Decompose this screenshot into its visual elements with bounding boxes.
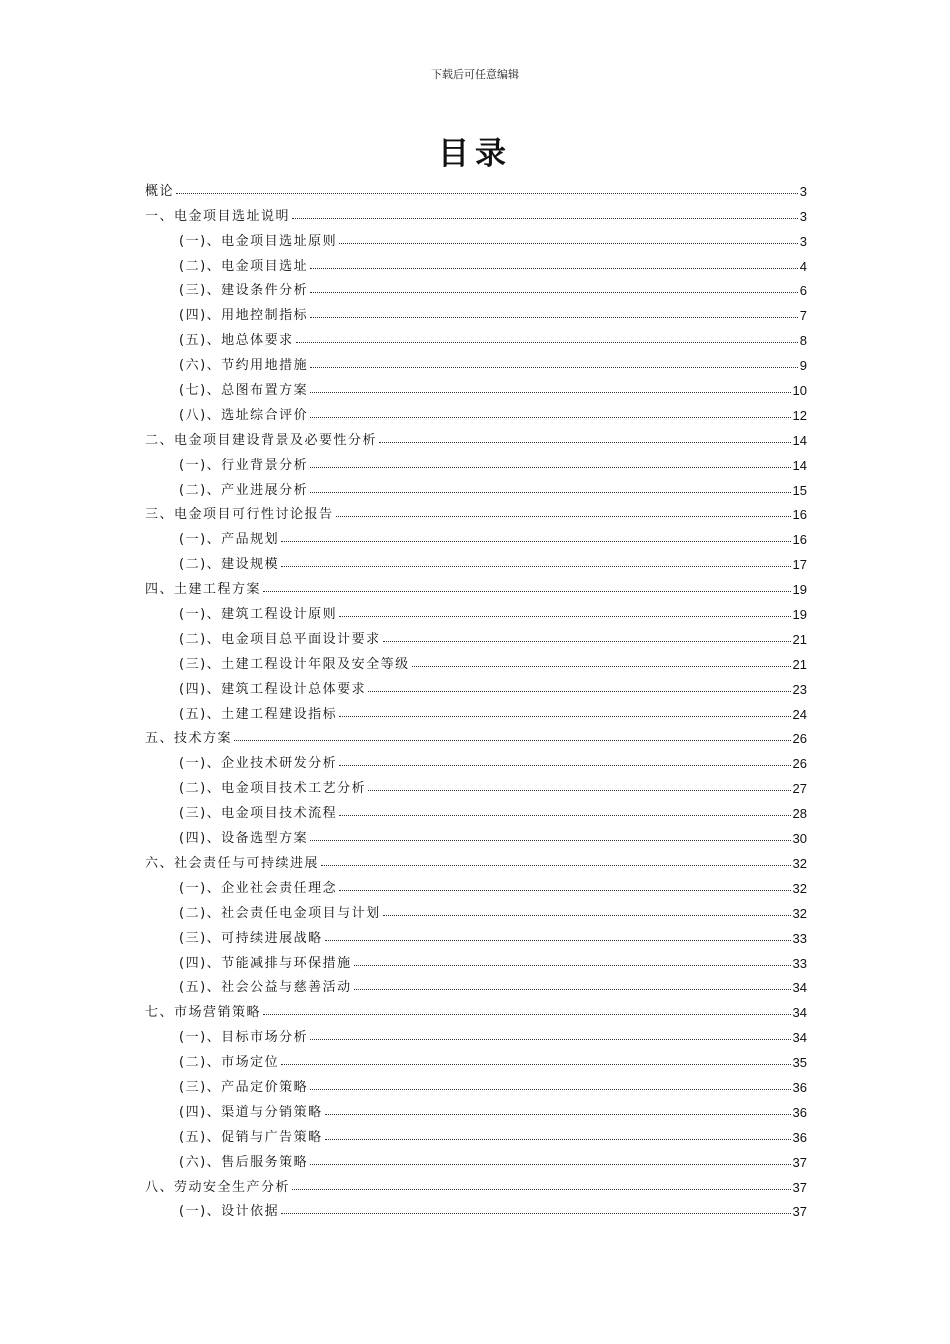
toc-entry-page: 32	[792, 880, 807, 896]
toc-entry-page: 35	[792, 1055, 807, 1071]
toc-entry-label: (二)、建设规模	[179, 557, 280, 573]
toc-entry-page: 26	[792, 756, 807, 772]
toc-entry-page: 34	[792, 1005, 807, 1021]
toc-entry-label: (三)、建设条件分析	[179, 283, 309, 299]
toc-dot-leader	[325, 1139, 791, 1140]
toc-entry[interactable]	[145, 672, 807, 697]
toc-entry[interactable]	[145, 274, 807, 299]
toc-entry-label: (二)、电金项目总平面设计要求	[179, 631, 381, 647]
toc-entry-label: (一)、行业背景分析	[179, 457, 309, 473]
toc-entry[interactable]	[145, 323, 807, 348]
toc-entry[interactable]	[145, 871, 807, 896]
toc-entry[interactable]	[145, 597, 807, 622]
toc-dot-leader	[263, 591, 791, 592]
toc-entry-page: 33	[792, 930, 807, 946]
toc-dot-leader	[310, 292, 798, 293]
toc-entry-page: 6	[799, 283, 807, 299]
toc-dot-leader	[281, 1213, 790, 1214]
toc-entry[interactable]	[145, 572, 807, 597]
toc-entry-label: (四)、渠道与分销策略	[179, 1104, 323, 1120]
toc-dot-leader	[281, 566, 790, 567]
toc-entry-page: 28	[792, 806, 807, 822]
toc-entry-label: (六)、售后服务策略	[179, 1154, 309, 1170]
toc-entry[interactable]	[145, 498, 807, 523]
toc-dot-leader	[379, 442, 791, 443]
toc-entry[interactable]	[145, 298, 807, 323]
page-title: 目录	[438, 136, 512, 172]
toc-entry-page: 23	[792, 681, 807, 697]
toc-entry[interactable]	[145, 1170, 807, 1195]
toc-dot-leader	[339, 243, 798, 244]
toc-entry[interactable]	[145, 547, 807, 572]
toc-entry[interactable]	[145, 1020, 807, 1045]
toc-entry-label: (三)、产品定价策略	[179, 1079, 309, 1095]
toc-entry[interactable]	[145, 946, 807, 971]
toc-entry-label: (二)、电金项目技术工艺分析	[179, 781, 367, 797]
toc-entry[interactable]	[145, 522, 807, 547]
toc-entry-page: 12	[792, 407, 807, 423]
toc-entry-label: 概论	[145, 183, 175, 199]
toc-entry-page: 36	[792, 1129, 807, 1145]
toc-dot-leader	[325, 1114, 791, 1115]
toc-entry-label: (四)、建筑工程设计总体要求	[179, 681, 367, 697]
toc-entry[interactable]	[145, 1145, 807, 1170]
toc-entry-page: 37	[792, 1154, 807, 1170]
toc-entry-page: 37	[792, 1179, 807, 1195]
toc-entry-page: 17	[792, 557, 807, 573]
toc-entry-page: 8	[799, 333, 807, 349]
toc-entry[interactable]	[145, 722, 807, 747]
toc-dot-leader	[339, 890, 790, 891]
toc-dot-leader	[310, 467, 790, 468]
toc-dot-leader	[354, 965, 791, 966]
toc-entry-page: 36	[792, 1079, 807, 1095]
toc-entry-label: 五、技术方案	[145, 731, 233, 747]
toc-dot-leader	[336, 516, 791, 517]
toc-dot-leader	[339, 765, 790, 766]
toc-dot-leader	[310, 492, 790, 493]
toc-entry[interactable]	[145, 771, 807, 796]
toc-entry-page: 7	[799, 308, 807, 324]
toc-dot-leader	[310, 417, 790, 418]
toc-entry-page: 24	[792, 706, 807, 722]
toc-entry-page: 16	[792, 507, 807, 523]
toc-entry-label: (一)、目标市场分析	[179, 1030, 309, 1046]
toc-dot-leader	[292, 1189, 791, 1190]
toc-entry-label: (五)、社会公益与慈善活动	[179, 980, 352, 996]
toc-entry-label: (二)、市场定位	[179, 1055, 280, 1071]
toc-entry[interactable]	[145, 1045, 807, 1070]
toc-entry[interactable]	[145, 622, 807, 647]
toc-entry-page: 14	[792, 457, 807, 473]
toc-entry-label: (四)、用地控制指标	[179, 308, 309, 324]
toc-entry[interactable]	[145, 224, 807, 249]
toc-dot-leader	[281, 1064, 790, 1065]
toc-entry-page: 15	[792, 482, 807, 498]
toc-entry-label: (一)、建筑工程设计原则	[179, 607, 338, 623]
toc-entry[interactable]	[145, 348, 807, 373]
toc-entry-label: (三)、可持续进展战略	[179, 930, 323, 946]
toc-entry[interactable]	[145, 746, 807, 771]
toc-entry-page: 34	[792, 980, 807, 996]
toc-dot-leader	[310, 268, 798, 269]
toc-dot-leader	[296, 342, 798, 343]
toc-entry-page: 21	[792, 631, 807, 647]
toc-entry-page: 3	[799, 183, 807, 199]
toc-entry[interactable]	[145, 846, 807, 871]
toc-entry-label: (一)、企业技术研发分析	[179, 756, 338, 772]
toc-entry[interactable]	[145, 1195, 807, 1220]
toc-dot-leader	[354, 989, 791, 990]
toc-entry[interactable]	[145, 921, 807, 946]
toc-dot-leader	[310, 1089, 790, 1090]
toc-entry-page: 36	[792, 1104, 807, 1120]
toc-entry-page: 10	[792, 383, 807, 399]
toc-dot-leader	[325, 940, 791, 941]
toc-dot-leader	[310, 367, 798, 368]
toc-dot-leader	[368, 691, 790, 692]
toc-entry-page: 32	[792, 905, 807, 921]
toc-entry[interactable]	[145, 473, 807, 498]
toc-dot-leader	[234, 740, 791, 741]
toc-dot-leader	[412, 666, 791, 667]
toc-entry-label: (四)、设备选型方案	[179, 831, 309, 847]
toc-dot-leader	[339, 716, 790, 717]
toc-entry-label: (三)、土建工程设计年限及安全等级	[179, 656, 410, 672]
toc-entry-label: (一)、设计依据	[179, 1204, 280, 1220]
toc-entry-label: (四)、节能减排与环保措施	[179, 955, 352, 971]
toc-entry-page: 34	[792, 1030, 807, 1046]
toc-entry[interactable]	[145, 1070, 807, 1095]
toc-dot-leader	[292, 218, 798, 219]
toc-entry-page: 19	[792, 607, 807, 623]
toc-dot-leader	[310, 840, 790, 841]
toc-entry-page: 16	[792, 532, 807, 548]
toc-entry[interactable]	[145, 1120, 807, 1145]
toc-entry-label: 二、电金项目建设背景及必要性分析	[145, 432, 378, 448]
toc-entry-label: 八、劳动安全生产分析	[145, 1179, 291, 1195]
toc-entry-label: (八)、选址综合评价	[179, 407, 309, 423]
toc-entry-label: (二)、社会责任电金项目与计划	[179, 905, 381, 921]
toc-entry-label: (一)、产品规划	[179, 532, 280, 548]
toc-entry[interactable]	[145, 423, 807, 448]
toc-entry-page: 32	[792, 855, 807, 871]
toc-entry-label: (五)、促销与广告策略	[179, 1129, 323, 1145]
toc-entry-page: 3	[799, 233, 807, 249]
toc-dot-leader	[310, 317, 798, 318]
toc-entry[interactable]	[145, 249, 807, 274]
toc-entry[interactable]	[145, 971, 807, 996]
toc-entry-page: 33	[792, 955, 807, 971]
toc-entry[interactable]	[145, 796, 807, 821]
toc-entry-label: 三、电金项目可行性讨论报告	[145, 507, 334, 523]
toc-dot-leader	[339, 616, 790, 617]
toc-entry-page: 4	[799, 258, 807, 274]
toc-dot-leader	[176, 193, 798, 194]
table-of-contents	[145, 174, 807, 1219]
toc-entry[interactable]	[145, 697, 807, 722]
toc-entry-page: 3	[799, 208, 807, 224]
toc-entry-label: (二)、产业进展分析	[179, 482, 309, 498]
toc-dot-leader	[321, 865, 791, 866]
toc-entry[interactable]	[145, 398, 807, 423]
toc-entry-label: 四、土建工程方案	[145, 582, 262, 598]
toc-dot-leader	[368, 790, 790, 791]
toc-entry[interactable]	[145, 995, 807, 1020]
toc-entry-page: 9	[799, 358, 807, 374]
toc-entry-label: (二)、电金项目选址	[179, 258, 309, 274]
toc-entry-page: 14	[792, 432, 807, 448]
toc-entry-label: (五)、土建工程建设指标	[179, 706, 338, 722]
toc-entry-page: 27	[792, 781, 807, 797]
toc-dot-leader	[310, 392, 790, 393]
toc-entry-label: (五)、地总体要求	[179, 333, 294, 349]
toc-dot-leader	[383, 915, 791, 916]
toc-dot-leader	[383, 641, 791, 642]
toc-entry-label: (六)、节约用地措施	[179, 358, 309, 374]
toc-entry-label: 七、市场营销策略	[145, 1005, 262, 1021]
toc-entry[interactable]	[145, 647, 807, 672]
toc-entry-page: 37	[792, 1204, 807, 1220]
toc-dot-leader	[339, 815, 790, 816]
toc-entry-page: 30	[792, 831, 807, 847]
toc-entry-label: (一)、电金项目选址原则	[179, 233, 338, 249]
toc-entry-page: 26	[792, 731, 807, 747]
toc-entry[interactable]	[145, 896, 807, 921]
toc-dot-leader	[281, 541, 790, 542]
toc-entry-label: (一)、企业社会责任理念	[179, 880, 338, 896]
toc-dot-leader	[263, 1014, 791, 1015]
toc-dot-leader	[310, 1039, 790, 1040]
toc-entry[interactable]	[145, 373, 807, 398]
toc-entry-label: (三)、电金项目技术流程	[179, 806, 338, 822]
toc-entry[interactable]	[145, 1095, 807, 1120]
toc-dot-leader	[310, 1164, 790, 1165]
toc-entry-label: (七)、总图布置方案	[179, 383, 309, 399]
toc-entry-page: 21	[792, 656, 807, 672]
toc-entry[interactable]	[145, 199, 807, 224]
toc-entry-label: 一、电金项目选址说明	[145, 208, 291, 224]
toc-entry[interactable]	[145, 448, 807, 473]
toc-entry-page: 19	[792, 582, 807, 598]
toc-entry[interactable]	[145, 821, 807, 846]
page-header: 下载后可任意编辑	[431, 68, 519, 81]
toc-entry-label: 六、社会责任与可持续进展	[145, 855, 320, 871]
toc-entry[interactable]	[145, 174, 807, 199]
